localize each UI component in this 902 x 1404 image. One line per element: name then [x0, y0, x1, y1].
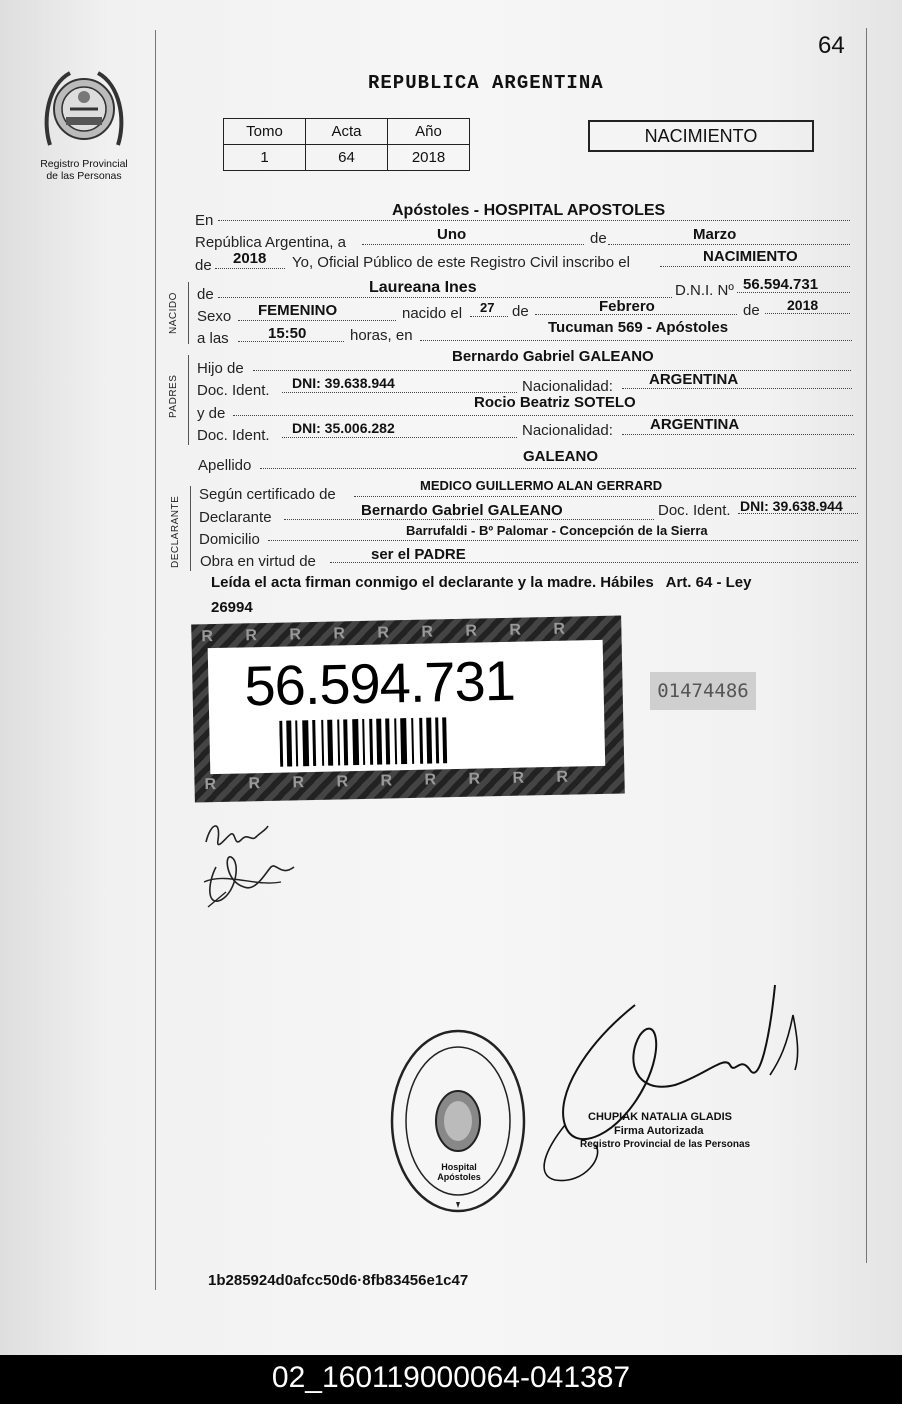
father-doc-value: DNI: 39.638.944: [292, 375, 395, 391]
signature-declarante: [196, 812, 306, 912]
record-value-acta: 64: [306, 145, 388, 171]
nacido-side-label: NACIDO: [168, 292, 179, 334]
place-dots: [420, 340, 852, 341]
time-value: 15:50: [268, 325, 307, 342]
official-name: CHUPIAK NATALIA GLADIS: [588, 1111, 733, 1123]
document-title: REPUBLICA ARGENTINA: [368, 72, 604, 94]
official-seal: [388, 1026, 528, 1216]
barcode-bar: [385, 718, 390, 764]
logo-caption-line1: Registro Provincial: [40, 158, 128, 170]
barcode-bar: [312, 720, 316, 766]
declarante-dots: [284, 519, 654, 520]
en-value: Apóstoles - HOSPITAL APOSTOLES: [392, 202, 666, 219]
official-office: Registro Provincial de las Personas: [580, 1139, 751, 1150]
barcode-bar: [376, 719, 382, 765]
day-value: Uno: [437, 226, 467, 243]
month-dots: [608, 244, 850, 245]
barcode-bar: [352, 719, 359, 765]
declarante-doc-label: Doc. Ident.: [658, 502, 731, 519]
declarante-label: Declarante: [199, 509, 272, 526]
id-sticker: [191, 616, 625, 803]
declarante-side-label: DECLARANTE: [170, 495, 181, 568]
barcode-bar: [411, 718, 414, 764]
apellido-value: GALEANO: [523, 448, 598, 465]
signature-official: [525, 975, 825, 1190]
inscribo-value: NACIMIENTO: [703, 248, 798, 265]
nacido-de-label: de: [197, 286, 214, 303]
sticker-number: 56.594.731: [243, 648, 516, 718]
barcode-bar: [302, 720, 309, 766]
father-dots: [253, 370, 851, 371]
domicilio-value: Barrufaldi - Bº Palomar - Concepción de la Sierra: [406, 523, 708, 538]
sexo-dots: [238, 320, 396, 321]
sticker-label: [208, 640, 606, 774]
closing-text-line2: 26994: [211, 599, 253, 616]
birth-year-value: 2018: [787, 297, 819, 313]
place-value: Tucuman 569 - Apóstoles: [548, 319, 729, 336]
year-dots: [215, 268, 285, 269]
de-label-2: de: [195, 257, 212, 274]
sticker-watermark-top: R R R R R R R R R: [201, 620, 580, 646]
obra-value: ser el PADRE: [371, 546, 466, 563]
record-header-tomo: Tomo: [224, 119, 306, 145]
sexo-label: Sexo: [197, 308, 232, 325]
father-nac-label: Nacionalidad:: [522, 378, 613, 395]
sticker-watermark-bottom: R R R R R R R R R: [204, 768, 583, 794]
barcode-bar: [442, 717, 447, 763]
mother-doc-value: DNI: 35.006.282: [292, 420, 395, 436]
birth-day-dots: [470, 316, 508, 317]
padres-side-label: PADRES: [168, 374, 179, 418]
en-dots: [218, 220, 850, 221]
inscribo-dots: [660, 266, 850, 267]
page-number: 64: [818, 32, 845, 59]
official-signature-block: [580, 1110, 751, 1152]
barcode-bar: [400, 718, 407, 764]
dni-label: D.N.I. Nº: [675, 282, 734, 299]
father-doc-dots: [282, 392, 517, 393]
apellido-label: Apellido: [198, 457, 252, 474]
birth-year-dots: [765, 313, 850, 314]
republica-label: República Argentina, a: [195, 234, 346, 251]
barcode-bar: [426, 718, 432, 764]
left-margin-line: [155, 30, 156, 1290]
province-logo: [40, 65, 128, 155]
de-label-1: de: [590, 230, 607, 247]
barcode: [279, 715, 542, 770]
nacido-bracket: [188, 282, 189, 344]
horas-label: horas, en: [350, 327, 413, 344]
barcode-bar: [279, 721, 283, 767]
right-margin-line: [866, 28, 867, 1263]
inscribo-text: Yo, Oficial Público de este Registro Civil inscribo el: [292, 254, 630, 271]
mother-dots: [233, 415, 853, 416]
father-nac-value: ARGENTINA: [649, 371, 739, 388]
barcode-bar: [337, 719, 340, 765]
nacido-de-label-3: de: [743, 302, 760, 319]
barcode-bar: [419, 718, 423, 764]
barcode-bar: [286, 720, 292, 766]
mother-doc-label: Doc. Ident.: [197, 427, 270, 444]
father-doc-label: Doc. Ident.: [197, 382, 270, 399]
declarante-value: Bernardo Gabriel GALEANO: [361, 502, 563, 519]
mother-nac-label: Nacionalidad:: [522, 422, 613, 439]
doc-type-box: NACIMIENTO: [588, 120, 814, 152]
yde-label: y de: [197, 405, 226, 422]
nacido-el-label: nacido el: [402, 305, 463, 322]
year-value: 2018: [233, 250, 267, 267]
domicilio-dots: [268, 540, 858, 541]
en-label: En: [195, 212, 214, 229]
barcode-bar: [435, 717, 439, 763]
logo-caption-line2: de las Personas: [46, 170, 122, 182]
closing-text-line1: Leída el acta firman conmigo el declarante y la madre. Hábiles Art. 64 - Ley: [211, 574, 752, 591]
mother-nac-value: ARGENTINA: [650, 416, 740, 433]
mother-name-value: Rocio Beatriz SOTELO: [474, 394, 636, 411]
record-value-anio: 2018: [388, 145, 470, 171]
obra-label: Obra en virtud de: [200, 553, 316, 570]
record-header-anio: Año: [388, 119, 470, 145]
declarante-doc-dots: [738, 513, 858, 514]
barcode-bar: [321, 720, 324, 766]
footer-id: 02_160119000064-041387: [0, 1355, 902, 1404]
day-dots: [362, 244, 584, 245]
cert-dots: [354, 496, 856, 497]
father-name-value: Bernardo Gabriel GALEANO: [452, 348, 654, 365]
mother-doc-dots: [282, 437, 517, 438]
child-name-value: Laureana Ines: [369, 279, 477, 296]
official-role: Firma Autorizada: [614, 1125, 704, 1137]
hijo-de-label: Hijo de: [197, 360, 244, 377]
seal-inner-text: Hospital Apóstoles: [437, 1162, 481, 1182]
father-nac-dots: [622, 388, 852, 389]
birth-day-value: 27: [480, 300, 495, 315]
barcode-bar: [369, 719, 373, 765]
declarante-bracket: [190, 486, 191, 571]
padres-bracket: [188, 355, 189, 445]
barcode-bar: [327, 720, 333, 766]
domicilio-label: Domicilio: [199, 531, 260, 548]
mother-nac-dots: [622, 434, 854, 435]
logo-caption: [28, 158, 140, 182]
nacido-de-label-2: de: [512, 303, 529, 320]
serial-stamp: 01474486: [650, 672, 756, 710]
cert-value: MEDICO GUILLERMO ALAN GERRARD: [420, 478, 663, 493]
month-value: Marzo: [693, 226, 737, 243]
record-table: [223, 118, 470, 171]
barcode-bar: [394, 718, 397, 764]
record-value-tomo: 1: [224, 145, 306, 171]
barcode-bar: [295, 720, 298, 766]
barcode-bar: [343, 719, 348, 765]
document-hash: 1b285924d0afcc50d6·8fb83456e1c47: [208, 1272, 469, 1289]
barcode-bar: [362, 719, 365, 765]
record-header-acta: Acta: [306, 119, 388, 145]
cert-label: Según certificado de: [199, 486, 336, 503]
declarante-doc-value: DNI: 39.638.944: [740, 498, 843, 514]
apellido-dots: [260, 468, 856, 469]
alas-label: a las: [197, 330, 229, 347]
sexo-value: FEMENINO: [258, 302, 338, 319]
birth-month-value: Febrero: [599, 298, 655, 315]
dni-value: 56.594.731: [743, 276, 819, 293]
